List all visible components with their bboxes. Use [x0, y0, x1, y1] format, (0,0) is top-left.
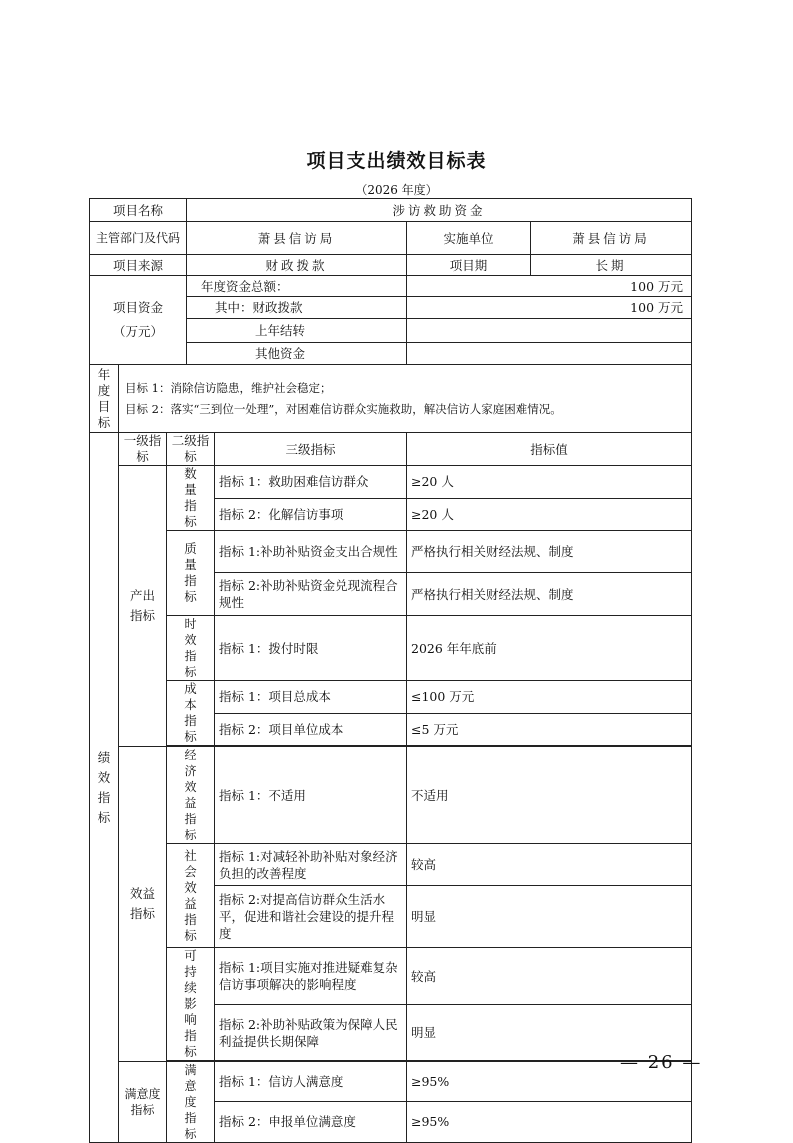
header-value: 指标值 — [407, 433, 692, 466]
satisfaction-ind-2: 指标 2：申报单位满意度 — [215, 1101, 407, 1142]
goal-2: 目标 2：落实“三到位一处理”，对困难信访群众实施救助，解决信访人家庭困难情况。 — [125, 401, 562, 416]
quantity-ind-1: 指标 1：救助困难信访群众 — [215, 466, 407, 499]
goals-label: 年度目标 — [90, 365, 119, 433]
funds-total-label: 年度资金总额： — [187, 276, 407, 297]
funds-fiscal-label: 其中：财政拨款 — [187, 297, 407, 319]
quantity-label: 数量指标 — [167, 466, 215, 531]
goals-content — [119, 365, 692, 433]
project-name-value: 涉访救助资金 — [187, 199, 692, 222]
satisfaction-ind-1: 指标 1：信访人满意度 — [215, 1062, 407, 1102]
sustain-val-1: 较高 — [407, 948, 692, 1005]
page-number: — 26 — — [620, 1052, 703, 1073]
funds-unit: （万元） — [112, 324, 163, 339]
cost-label: 成本指标 — [167, 681, 215, 746]
goal-1: 目标 1：消除信访隐患，维护社会稳定； — [125, 380, 332, 395]
dept-label: 主管部门及代码 — [90, 222, 187, 255]
timely-ind-1: 指标 1：拨付时限 — [215, 616, 407, 681]
satisfaction-level1-label: 满意度指标 — [119, 1062, 167, 1143]
funds-carryover-value — [407, 319, 692, 343]
timely-val-1: 2026 年年底前 — [407, 616, 692, 681]
impl-value: 萧县信访局 — [531, 222, 692, 255]
cost-val-1: ≤100 万元 — [407, 681, 692, 714]
header-level3: 三级指标 — [215, 433, 407, 466]
page-title: 项目支出绩效目标表 — [306, 150, 487, 172]
table-year: （2026 年度） — [355, 183, 438, 197]
header-level2: 二级指标 — [167, 433, 215, 466]
sustain-val-2: 明显 — [407, 1005, 692, 1061]
performance-table — [89, 198, 692, 1143]
perf-label: 绩效指标 — [90, 433, 119, 1143]
social-ind-1: 指标 1:对减轻补助补贴对象经济负担的改善程度 — [215, 844, 407, 886]
funds-carryover-label: 上年结转 — [187, 319, 407, 343]
source-value: 财政拨款 — [187, 255, 407, 276]
sustain-ind-2: 指标 2:补助补贴政策为保障人民利益提供长期保障 — [215, 1005, 407, 1061]
social-val-2: 明显 — [407, 886, 692, 948]
quality-val-1: 严格执行相关财经法规、制度 — [407, 531, 692, 573]
sustain-label: 可持续影响指标 — [167, 948, 215, 1061]
satisfaction-val-1: ≥95% — [407, 1062, 692, 1102]
satisfaction-level2-label: 满意度指标 — [167, 1062, 215, 1143]
cost-ind-1: 指标 1：项目总成本 — [215, 681, 407, 714]
quantity-ind-2: 指标 2：化解信访事项 — [215, 498, 407, 531]
source-label: 项目来源 — [90, 255, 187, 276]
quantity-val-1: ≥20 人 — [407, 466, 692, 499]
period-label: 项目期 — [407, 255, 531, 276]
output-label: 产出指标 — [119, 466, 167, 747]
impl-label: 实施单位 — [407, 222, 531, 255]
funds-total-value: 100 万元 — [407, 276, 692, 297]
project-name-label: 项目名称 — [90, 199, 187, 222]
funds-label-cell — [90, 276, 187, 365]
funds-other-value — [407, 343, 692, 365]
funds-other-label: 其他资金 — [187, 343, 407, 365]
econ-ind-1: 指标 1：不适用 — [215, 747, 407, 844]
cost-ind-2: 指标 2：项目单位成本 — [215, 713, 407, 746]
timely-label: 时效指标 — [167, 616, 215, 681]
cost-val-2: ≤5 万元 — [407, 713, 692, 746]
header-level1: 一级指标 — [119, 433, 167, 466]
sustain-ind-1: 指标 1:项目实施对推进疑难复杂信访事项解决的影响程度 — [215, 948, 407, 1005]
quantity-val-2: ≥20 人 — [407, 498, 692, 531]
period-value: 长期 — [531, 255, 692, 276]
econ-val-1: 不适用 — [407, 747, 692, 844]
funds-fiscal-value: 100 万元 — [407, 297, 692, 319]
social-ind-2: 指标 2:对提高信访群众生活水平，促进和谐社会建设的提升程度 — [215, 886, 407, 948]
social-val-1: 较高 — [407, 844, 692, 886]
quality-val-2: 严格执行相关财经法规、制度 — [407, 573, 692, 616]
quality-ind-2: 指标 2:补助补贴资金兑现流程合规性 — [215, 573, 407, 616]
social-label: 社会效益指标 — [167, 844, 215, 948]
benefit-label: 效益指标 — [119, 747, 167, 1062]
quality-ind-1: 指标 1:补助补贴资金支出合规性 — [215, 531, 407, 573]
satisfaction-val-2: ≥95% — [407, 1101, 692, 1142]
econ-label: 经济效益指标 — [167, 747, 215, 844]
quality-label: 质量指标 — [167, 531, 215, 616]
dept-value: 萧县信访局 — [187, 222, 407, 255]
funds-label: 项目资金 — [112, 300, 163, 315]
